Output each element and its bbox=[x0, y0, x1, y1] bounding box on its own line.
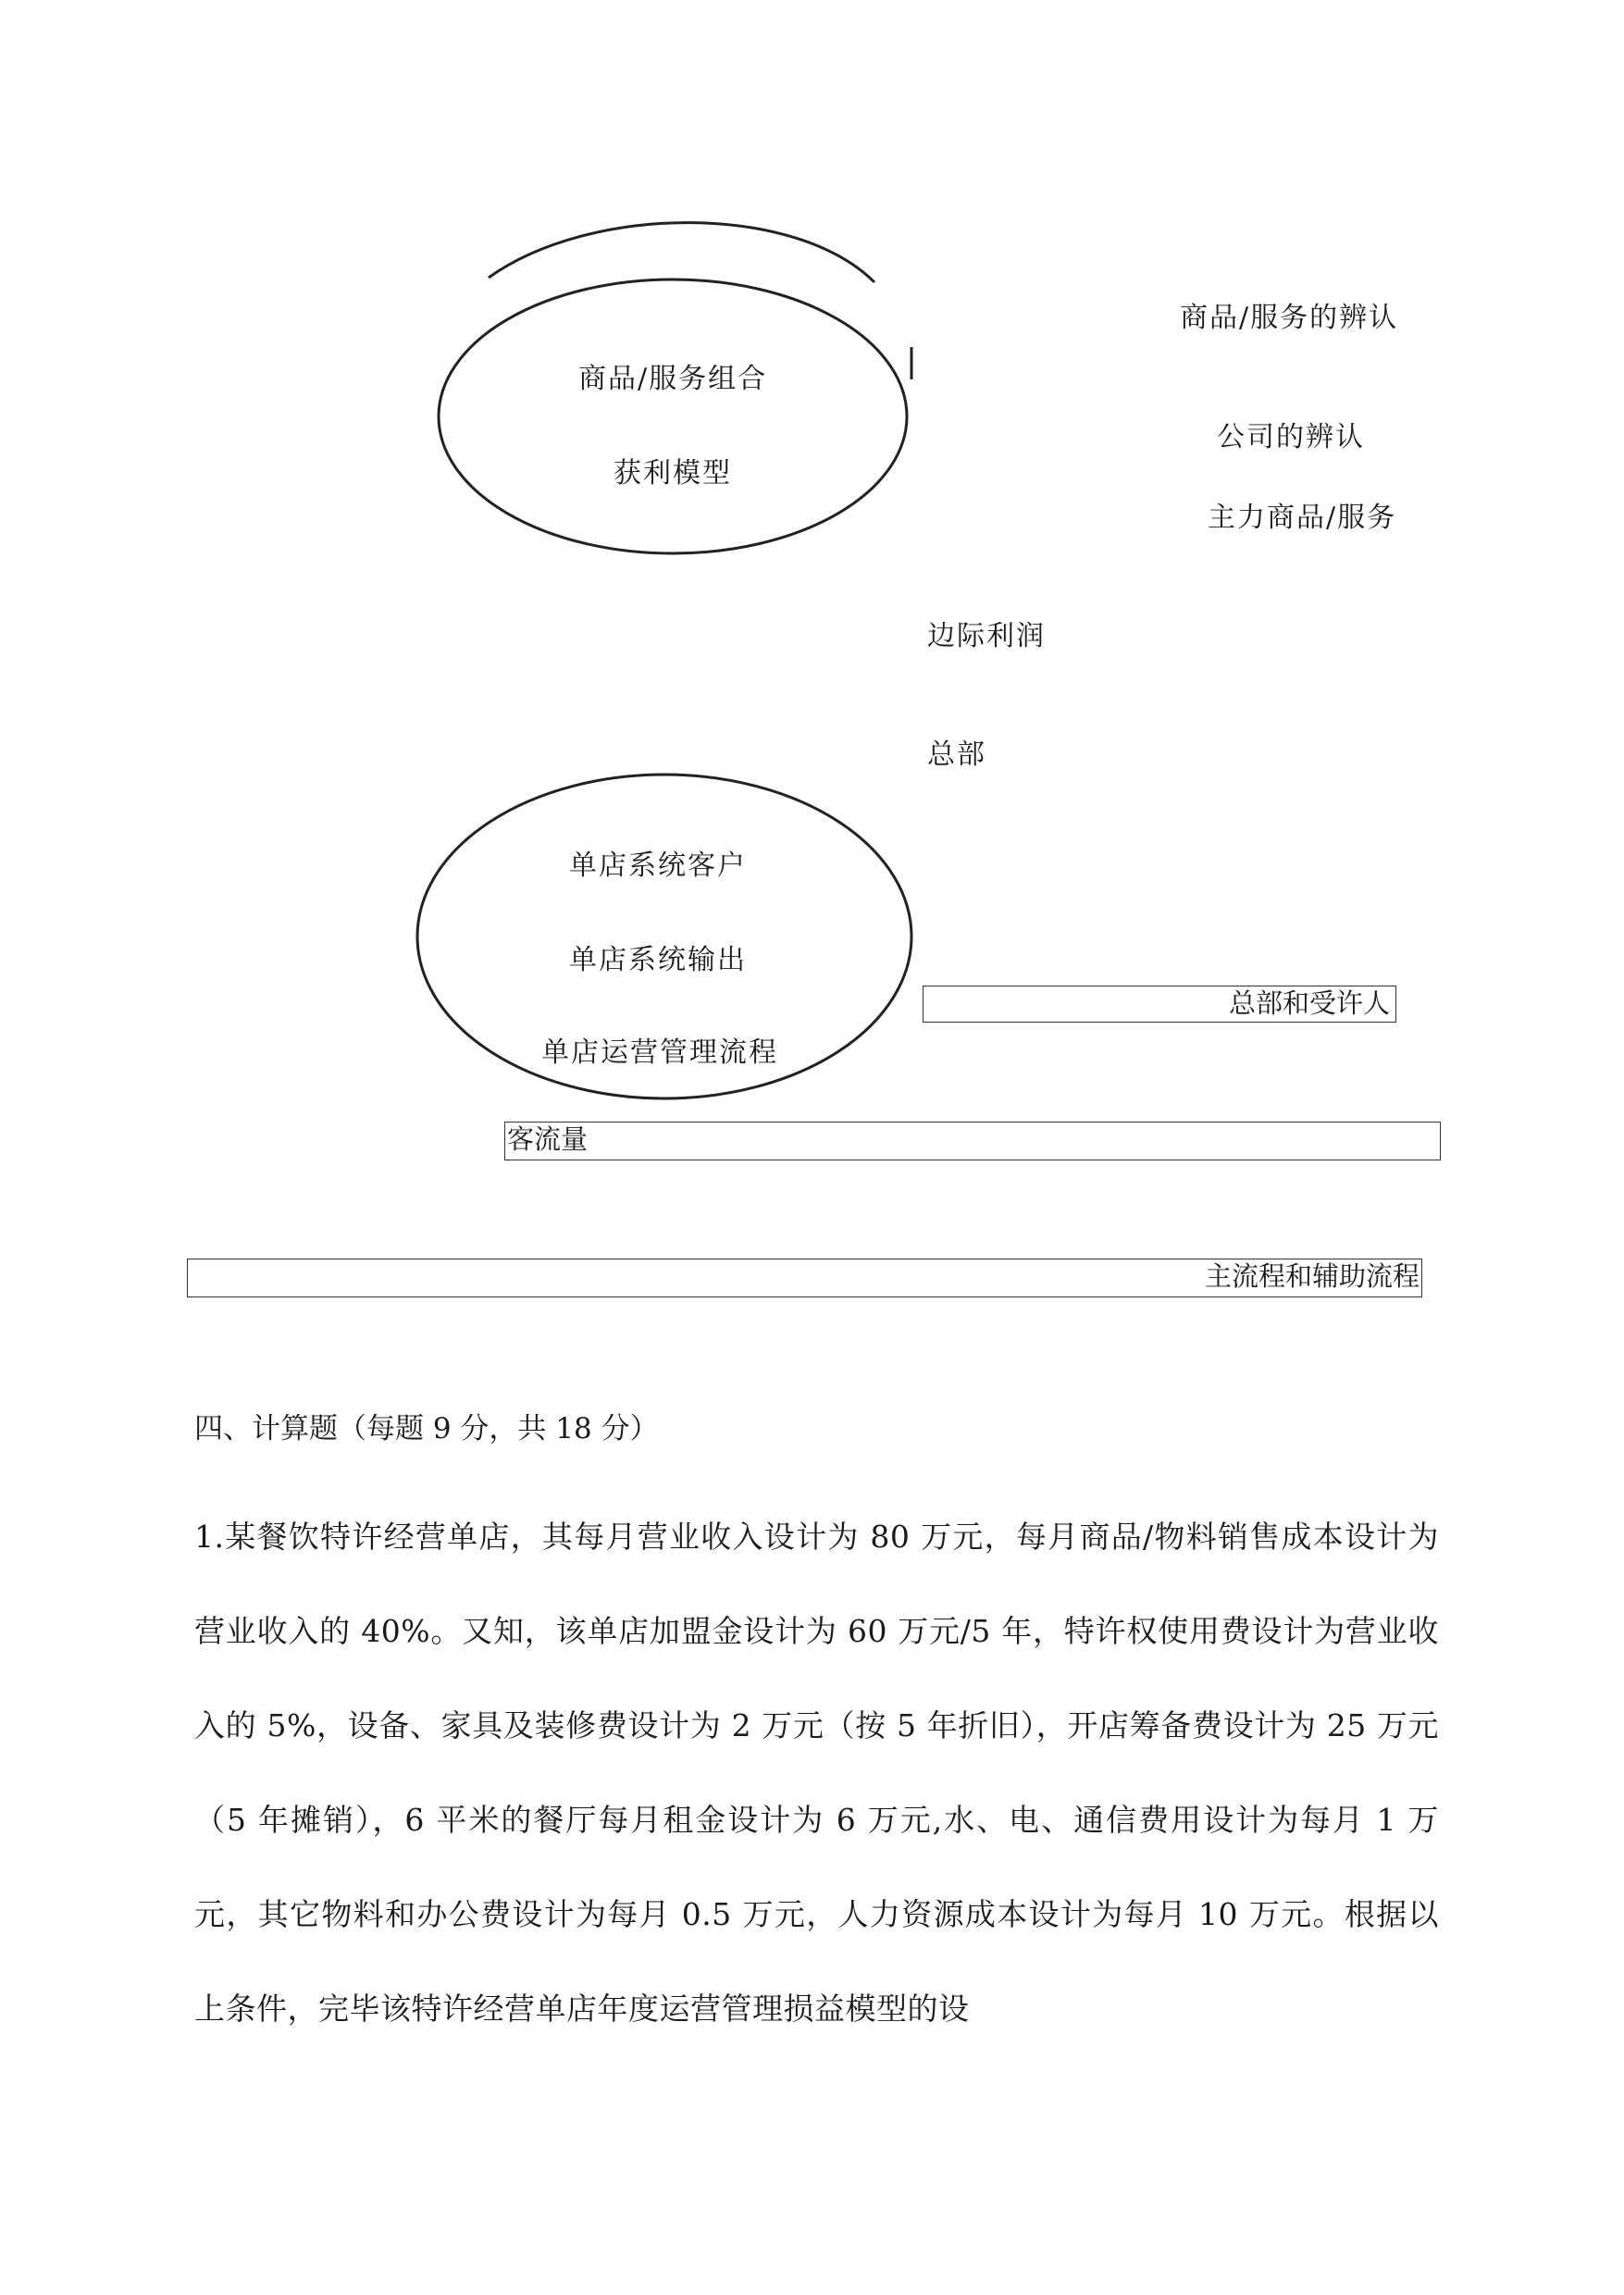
upper-ellipse-shape bbox=[439, 279, 907, 553]
lower-ellipse-text-2: 单店系统输出 bbox=[569, 944, 747, 976]
section-title: 四、计算题（每题 9 分，共 18 分） bbox=[194, 1412, 659, 1445]
upper-outer-arc bbox=[489, 223, 874, 282]
label-main-goods-service: 主力商品/服务 bbox=[1208, 502, 1397, 534]
box-customer-flow-label: 客流量 bbox=[507, 1123, 589, 1155]
question-1-text: 1.某餐饮特许经营单店，其每月营业收入设计为 80 万元，每月商品/物料销售成本设计为营业收入的 40%。又知，该单店加盟金设计为 60 万元/5 年，特许权使用费设计为营业收入的 5%，设备、家具及装修费设计为 2 万元（按 5 年折旧），开店筹备费设计为 25 万元（5 年摊销），6 平米的餐厅每月租金设计为 6 万元,水、电、通信费用设计为每月 1 万元，其它物料和办公费设计为每月 0.5 万元，人力资源成本设计为每月 10 万元。根据以上条件，完毕该特许经营单店年度运营管理损益模型的设 bbox=[194, 1519, 1439, 2027]
box-main-and-aux-process-label: 主流程和辅助流程 bbox=[1204, 1260, 1419, 1292]
label-company-identification: 公司的辨认 bbox=[1217, 421, 1365, 453]
upper-ellipse-text-1: 商品/服务组合 bbox=[578, 363, 768, 395]
label-goods-service-identification: 商品/服务的辨认 bbox=[1180, 302, 1399, 334]
upper-ellipse-text-2: 获利模型 bbox=[614, 457, 732, 490]
box-customer-flow bbox=[504, 1122, 1441, 1160]
box-hq-and-licensee-label: 总部和受许人 bbox=[1228, 987, 1390, 1019]
lower-ellipse-text-3: 单店运营管理流程 bbox=[541, 1036, 778, 1069]
lower-ellipse-text-1: 单店系统客户 bbox=[569, 850, 747, 882]
label-marginal-profit: 边际利润 bbox=[927, 620, 1046, 652]
box-main-and-aux-process bbox=[187, 1259, 1422, 1297]
box-hq-and-licensee bbox=[923, 986, 1396, 1023]
label-headquarters: 总部 bbox=[927, 738, 986, 771]
